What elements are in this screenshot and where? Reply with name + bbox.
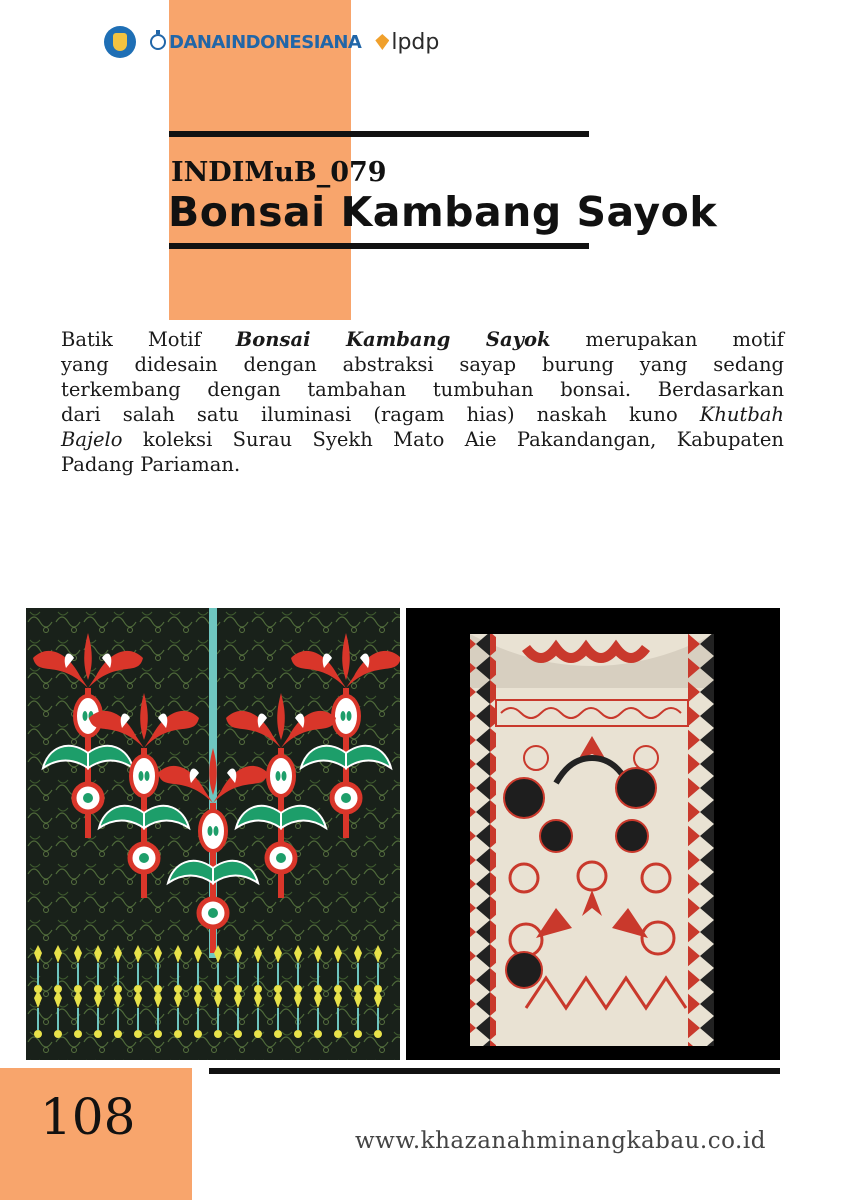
description-line: yang didesain dengan abstraksi sayap burung yang sedang: [61, 353, 784, 376]
page-number: 108: [40, 1088, 136, 1146]
motif-description: [61, 327, 784, 477]
manuscript-illustration: [406, 608, 780, 1060]
sponsor-logos: [104, 22, 439, 62]
lpdp-mark-icon: [375, 34, 389, 50]
manuscript-illumination-image: [406, 608, 780, 1060]
description-line: Batik Motif Bonsai Kambang Sayok merupakan motif: [61, 328, 784, 351]
lpdp-logo: [375, 30, 439, 55]
kemendikbud-logo-icon: [104, 26, 136, 58]
footer-rule: [209, 1068, 780, 1074]
description-line: Bajelo koleksi Surau Syekh Mato Aie Pakandangan, Kabupaten: [61, 428, 784, 451]
motif-title: Bonsai Kambang Sayok: [168, 188, 718, 236]
website-url: www.khazanahminangkabau.co.id: [355, 1128, 766, 1154]
description-line: terkembang dengan tambahan tumbuhan bonsai. Berdasarkan: [61, 378, 784, 401]
title-rule-top: [169, 131, 589, 137]
dana-indonesiana-logo: [150, 32, 361, 53]
batik-motif-image: [26, 608, 400, 1060]
batik-motif-illustration: [26, 608, 400, 1060]
title-rule-bottom: [169, 243, 589, 249]
lpdp-label: lpdp: [391, 29, 440, 55]
description-line: Padang Pariaman.: [61, 453, 241, 476]
motif-code: INDIMuB_079: [171, 157, 387, 188]
stopwatch-icon: [150, 34, 166, 50]
description-line: dari salah satu iluminasi (ragam hias) naskah kuno Khutbah: [61, 403, 784, 426]
dana-indonesiana-label: DANAINDONESIANA: [169, 31, 362, 53]
